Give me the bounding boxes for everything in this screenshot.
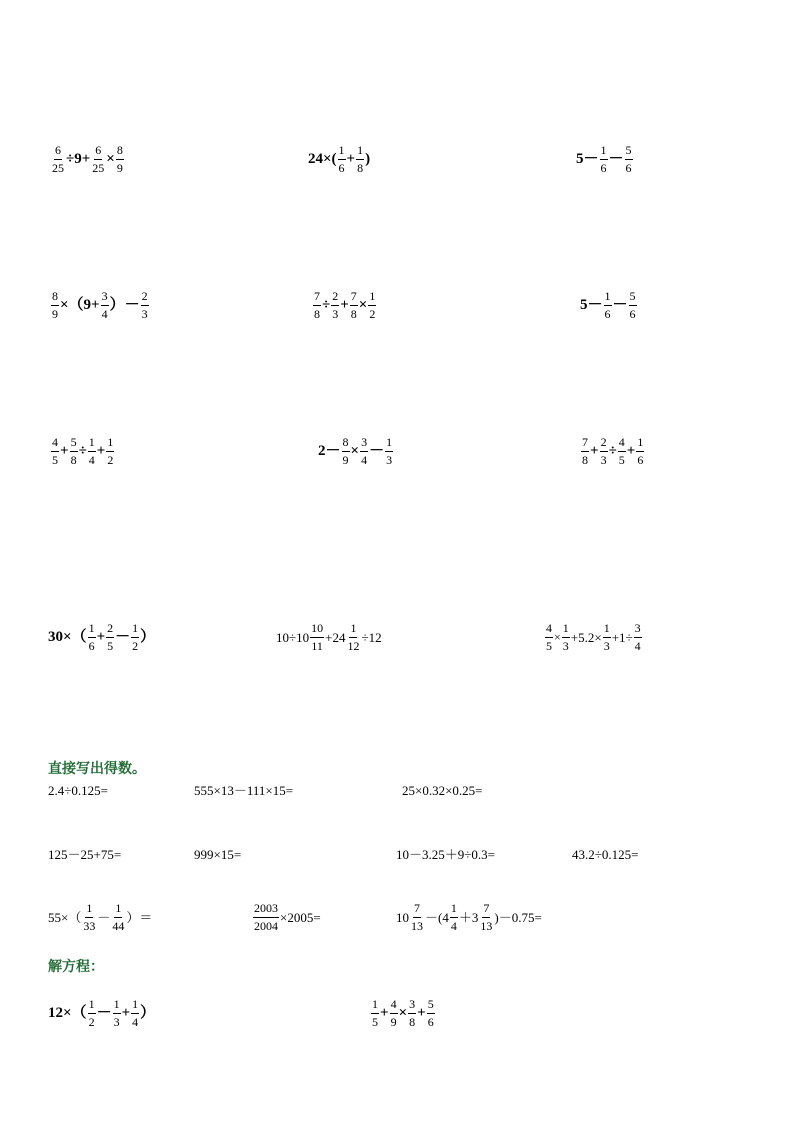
fraction: $\frac{7}{13}$	[480, 901, 493, 933]
equation-2: $\frac{1}{5}$ + $\frac{4}{9}$ × $\frac{3}{8}$ + $\frac{5}{6}$	[372, 997, 434, 1029]
quick-expr-1a: 2.4÷0.125=	[48, 783, 108, 798]
fraction: $\frac{2}{3}$	[600, 435, 607, 467]
fraction: $\frac{2}{5}$	[107, 621, 114, 653]
expression-r4-c1: 30×（ $\frac{1}{6}$ + $\frac{2}{5}$ － $\frac{1}{2}$ ）	[48, 621, 156, 653]
equation-1: 12×（ $\frac{1}{2}$ － $\frac{1}{3}$ + $\frac{1}{4}$ ）	[48, 997, 156, 1029]
fraction: $\frac{1}{6}$	[637, 435, 644, 467]
fraction: $\frac{4}{5}$	[618, 435, 625, 467]
fraction: $\frac{1}{44}$	[112, 901, 125, 933]
quick-expr-1c: 25×0.32×0.25=	[402, 783, 483, 798]
fraction: $\frac{1}{6}$	[338, 143, 345, 175]
expression-r3-c3: $\frac{7}{8}$ + $\frac{2}{3}$ ÷ $\frac{4}{5}$ + $\frac{1}{6}$	[582, 435, 644, 467]
fraction: $\frac{1}{2}$	[132, 621, 139, 653]
quick-expr-2a: 125－25+75=	[48, 847, 122, 862]
section-heading-direct-answers: 直接写出得数。	[48, 761, 146, 777]
quick-expr-2d: 43.2÷0.125=	[572, 847, 639, 862]
fraction: $\frac{6}{25}$	[92, 143, 105, 175]
fraction: $\frac{1}{6}$	[88, 621, 95, 653]
expression-r4-c3: $\frac{4}{5}$ × $\frac{1}{3}$ +5.2× $\frac{1}{3}$ +1÷ $\frac{3}{4}$	[546, 621, 641, 653]
fraction: $\frac{1}{2}$	[88, 997, 95, 1029]
section-heading-equations: 解方程：	[48, 959, 104, 975]
fraction: $\frac{5}{6}$	[625, 143, 632, 175]
fraction: $\frac{7}{8}$	[314, 289, 320, 321]
fraction: $\frac{1}{12}$	[347, 621, 360, 653]
quick-expr-3b: $\frac{2003}{2004}$ ×2005=	[254, 901, 321, 933]
expression-r3-c2: 2－ $\frac{8}{9}$ × $\frac{3}{4}$ － $\frac{1}{3}$	[318, 435, 393, 467]
fraction: $\frac{10}{11}$	[311, 621, 324, 653]
fraction: $\frac{3}{4}$	[361, 435, 368, 467]
fraction: $\frac{4}{9}$	[390, 997, 397, 1029]
expression-r3-c1: $\frac{4}{5}$ + $\frac{5}{8}$ ÷ $\frac{1}{4}$ + $\frac{1}{2}$	[52, 435, 114, 467]
fraction: $\frac{8}{9}$	[52, 289, 58, 321]
quick-expr-2b: 999×15=	[194, 847, 242, 862]
fraction: $\frac{8}{9}$	[116, 143, 123, 175]
expression-r1-c1: $\frac{6}{25}$ ÷9+ $\frac{6}{25}$ × $\frac{8}{9}$	[52, 143, 123, 175]
expression-r4-c2: 10÷10 $\frac{10}{11}$ +24 $\frac{1}{12}$ ÷12	[276, 621, 382, 653]
fraction: $\frac{2}{3}$	[332, 289, 339, 321]
fraction: $\frac{3}{4}$	[101, 289, 108, 321]
fraction: $\frac{1}{6}$	[600, 143, 607, 175]
fraction: $\frac{5}{6}$	[629, 289, 636, 321]
expression-r1-c2: 24×( $\frac{1}{6}$ + $\frac{1}{8}$ )	[308, 143, 371, 175]
fraction: $\frac{8}{9}$	[342, 435, 349, 467]
fraction: $\frac{1}{8}$	[357, 143, 364, 175]
fraction: $\frac{1}{4}$	[132, 997, 139, 1029]
fraction: $\frac{2}{3}$	[141, 289, 148, 321]
fraction: $\frac{1}{4}$	[88, 435, 95, 467]
fraction: $\frac{1}{3}$	[113, 997, 120, 1029]
quick-expr-3c: 10 $\frac{7}{13}$ －(4 $\frac{1}{4}$ ＋3 $\frac{7}{13}$ )－0.75=	[396, 901, 542, 933]
fraction: $\frac{1}{33}$	[83, 901, 96, 933]
quick-expr-1b: 555×13－111×15=	[194, 783, 294, 798]
expression-r2-c3: 5－ $\frac{1}{6}$ － $\frac{5}{6}$	[580, 289, 636, 321]
expression-r2-c2: $\frac{7}{8}$ ÷ $\frac{2}{3}$ + $\frac{7}{8}$ × $\frac{1}{2}$	[314, 289, 376, 321]
fraction: $\frac{7}{13}$	[411, 901, 423, 933]
fraction: $\frac{1}{6}$	[604, 289, 611, 321]
quick-expr-2c: 10－3.25＋9÷0.3=	[396, 847, 495, 862]
fraction: $\frac{1}{2}$	[107, 435, 114, 467]
fraction: $\frac{1}{3}$	[386, 435, 393, 467]
quick-expr-3a: 55×（ $\frac{1}{33}$ － $\frac{1}{44}$ ）＝	[48, 901, 153, 933]
fraction: $\frac{2003}{2004}$	[254, 901, 278, 933]
fraction: $\frac{1}{4}$	[450, 901, 457, 933]
fraction: $\frac{3}{8}$	[409, 997, 416, 1029]
fraction: $\frac{1}{3}$	[562, 621, 569, 653]
fraction: $\frac{3}{4}$	[634, 621, 641, 653]
fraction: $\frac{1}{5}$	[372, 997, 378, 1029]
expression-r1-c3: 5－ $\frac{1}{6}$ － $\frac{5}{6}$	[576, 143, 632, 175]
fraction: $\frac{1}{3}$	[603, 621, 610, 653]
fraction: $\frac{7}{8}$	[350, 289, 357, 321]
fraction: $\frac{5}{8}$	[70, 435, 77, 467]
fraction: $\frac{4}{5}$	[546, 621, 552, 653]
fraction: $\frac{4}{5}$	[52, 435, 58, 467]
fraction: $\frac{6}{25}$	[52, 143, 64, 175]
fraction: $\frac{1}{2}$	[369, 289, 376, 321]
fraction: $\frac{5}{6}$	[427, 997, 434, 1029]
fraction: $\frac{7}{8}$	[582, 435, 588, 467]
expression-r2-c1: $\frac{8}{9}$ ×（9+ $\frac{3}{4}$ ）－ $\frac{2}{3}$	[52, 289, 148, 321]
